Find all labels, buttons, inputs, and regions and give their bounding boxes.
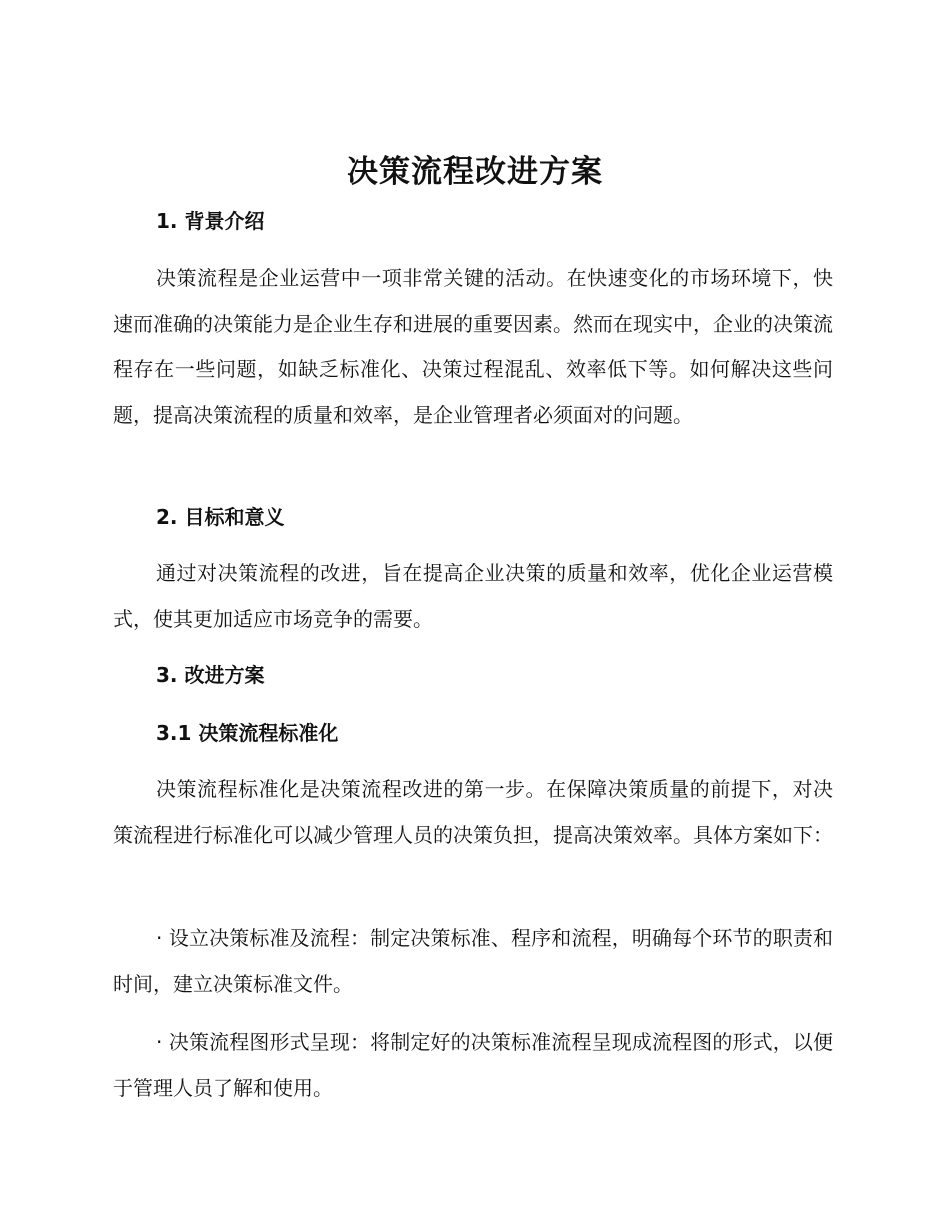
section-heading-background: 1. 背景介绍	[156, 209, 265, 233]
document-title: 决策流程改进方案	[347, 154, 603, 190]
section-heading-goals: 2. 目标和意义	[156, 505, 285, 529]
bullet-item-standards: · 设立决策标准及流程：制定决策标准、程序和流程，明确每个环节的职责和时间，建立决策标准文件。	[113, 926, 833, 996]
bullet-item-flowchart: · 决策流程图形式呈现：将制定好的决策标准流程呈现成流程图的形式，以便于管理人员了解和使用。	[113, 1030, 833, 1100]
section-heading-plan: 3. 改进方案	[156, 663, 265, 687]
standardization-paragraph: 决策流程标准化是决策流程改进的第一步。在保障决策质量的前提下，对决策流程进行标准化可以减少管理人员的决策负担，提高决策效率。具体方案如下：	[113, 777, 833, 847]
goals-paragraph: 通过对决策流程的改进，旨在提高企业决策的质量和效率，优化企业运营模式，使其更加适应市场竞争的需要。	[113, 561, 833, 631]
subsection-heading-standardization: 3.1 决策流程标准化	[156, 721, 339, 745]
background-paragraph: 决策流程是企业运营中一项非常关键的活动。在快速变化的市场环境下，快速而准确的决策能力是企业生存和进展的重要因素。然而在现实中，企业的决策流程存在一些问题，如缺乏标准化、决策过程混乱、效率低下等。如何解决这些问题，提高决策流程的质量和效率，是企业管理者必须面对的问题。	[113, 266, 833, 427]
